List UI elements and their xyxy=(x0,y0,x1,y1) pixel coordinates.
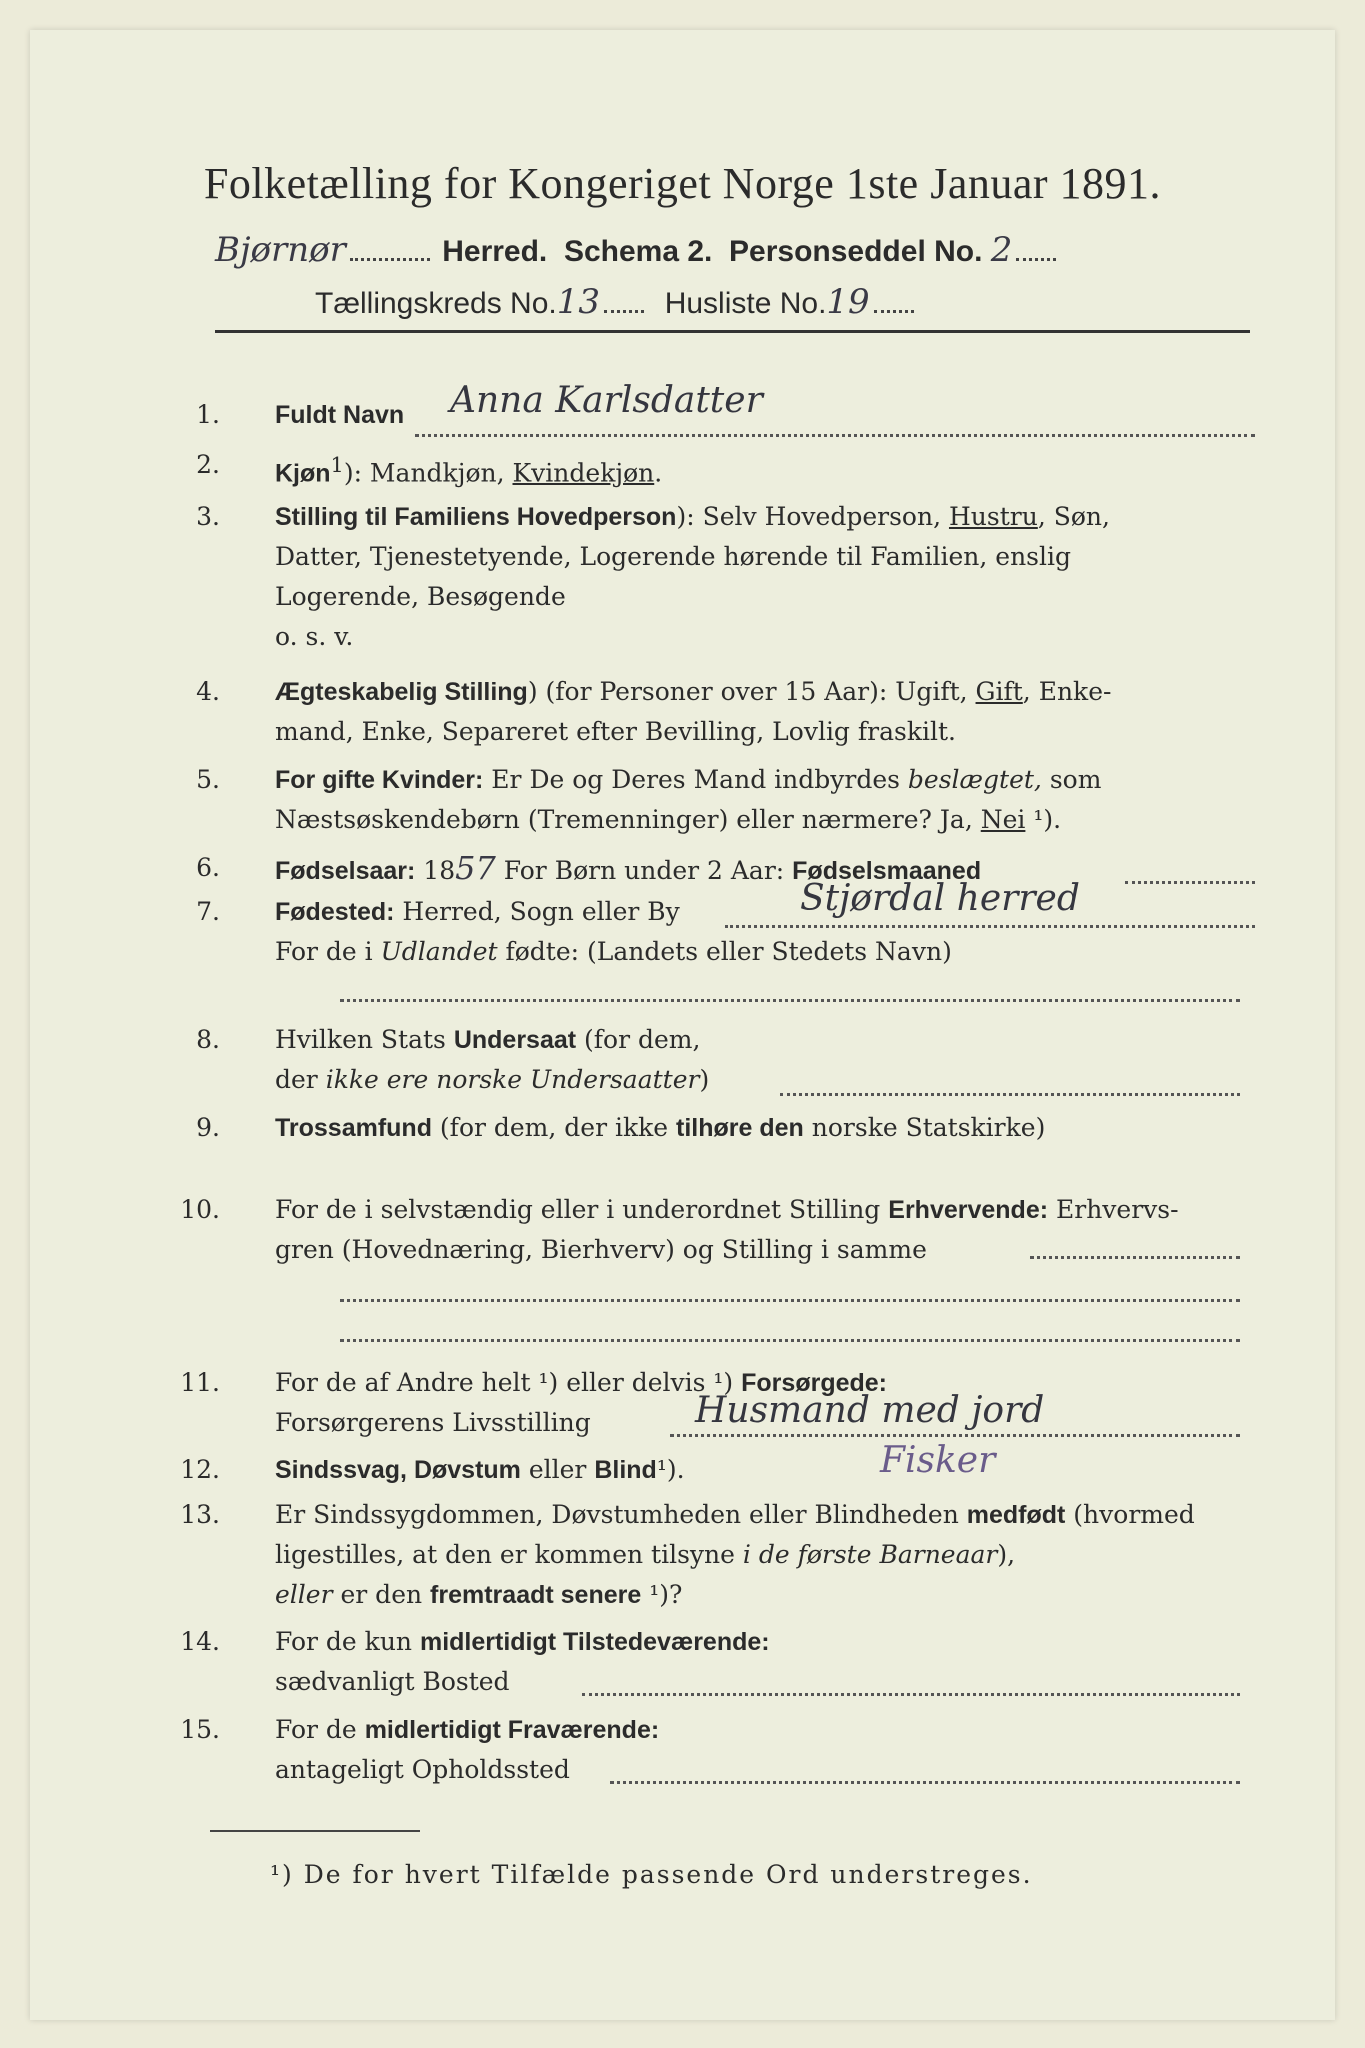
personseddel-number: 2 xyxy=(990,230,1013,270)
congenital-question: Er Sindssygdommen, Døvstumheden eller Blindheden xyxy=(275,1500,967,1529)
birthplace-question: Herred, Sogn eller By xyxy=(394,897,680,926)
herred-handwritten: Bjørnør xyxy=(215,230,346,270)
item-text xyxy=(275,1450,1255,1490)
item-number: 2. xyxy=(196,450,220,479)
item-text xyxy=(275,1495,1255,1615)
position-selected: Hustru xyxy=(948,502,1038,531)
temporary-present-prefix: For de kun xyxy=(275,1627,420,1656)
item-number: 1. xyxy=(196,400,220,429)
taellingskreds-label: Tællingskreds No. xyxy=(315,287,557,320)
non-norwegian-text: ikke ere norske Undersaatter xyxy=(325,1065,700,1094)
item-text xyxy=(275,1710,1255,1790)
herred-label: Herred. xyxy=(442,235,548,268)
usual-residence-label: sædvanligt Bosted xyxy=(275,1667,510,1696)
probable-residence-line xyxy=(610,1780,1240,1784)
married-women-tail: som xyxy=(1041,765,1102,794)
citizenship-tail: (for dem, xyxy=(576,1025,701,1054)
position-line-3: Logerende, Besøgende xyxy=(275,582,566,611)
citizenship-question: Hvilken Stats xyxy=(275,1025,454,1054)
related-word: beslægtet, xyxy=(907,765,1042,794)
abroad-prefix: For de i xyxy=(275,937,381,966)
item-number: 8. xyxy=(196,1025,220,1054)
position-options-2: , Søn, xyxy=(1037,502,1110,531)
childhood-tail: ), xyxy=(997,1540,1016,1569)
cousins-question: Næstsøskendebørn (Tremenninger) eller nærmere? Ja, xyxy=(275,805,981,834)
taellingskreds-number: 13 xyxy=(556,282,601,322)
married-women-question: Er De og Deres Mand indbyrdes xyxy=(483,765,908,794)
item-number: 7. xyxy=(196,897,220,926)
item-number: 4. xyxy=(196,677,220,706)
birth-year-label: Fødselsaar: xyxy=(275,857,416,885)
marital-selected: Gift xyxy=(975,677,1023,706)
religion-belong: tilhøre den xyxy=(676,1114,804,1142)
occupation-line-c xyxy=(340,1338,1240,1342)
sex-tail: . xyxy=(654,458,663,488)
item-text xyxy=(275,760,1255,840)
disability-value: Fisker xyxy=(880,1440,996,1481)
married-women-label: For gifte Kvinder: xyxy=(275,766,484,794)
temporary-absent-label: midlertidigt Fraværende: xyxy=(364,1716,660,1744)
census-form xyxy=(30,30,1335,2020)
full-name-value: Anna Karlsdatter xyxy=(450,380,763,421)
religion-tail: norske Statskirke) xyxy=(803,1113,1046,1142)
provider-label: Forsørgerens Livsstilling xyxy=(275,1408,591,1437)
footnote-rule xyxy=(210,1830,420,1832)
citizenship-line xyxy=(780,1092,1240,1096)
birthplace-line xyxy=(725,924,1255,928)
item-text xyxy=(275,848,1255,891)
marital-options-2: , Enke- xyxy=(1022,677,1112,706)
disability-label: Sindssvag, Døvstum xyxy=(275,1456,521,1484)
birth-year-value: 57 xyxy=(455,849,496,887)
item-number: 13. xyxy=(180,1500,220,1529)
item-number: 12. xyxy=(180,1455,220,1484)
header-line-2 xyxy=(315,282,918,322)
position-line-2: Datter, Tjenestetyende, Logerende hørende til Familien, enslig xyxy=(275,542,1072,571)
provider-value: Husmand med jord xyxy=(695,1390,1045,1431)
occupation-tail: Erhvervs- xyxy=(1048,1195,1179,1224)
later-tail: ¹)? xyxy=(641,1580,683,1609)
marital-options: ) (for Personer over 15 Aar): Ugift, xyxy=(527,677,976,706)
provider-line xyxy=(670,1433,1240,1437)
abroad-question: fødte: (Landets eller Stedets Navn) xyxy=(497,937,952,966)
congenital-label: medfødt xyxy=(966,1501,1066,1529)
occupation-label: Erhvervende: xyxy=(888,1196,1049,1224)
item-number: 5. xyxy=(196,765,220,794)
item-text xyxy=(275,892,1255,972)
footnote: ¹) De for hvert Tilfælde passende Ord understreges. xyxy=(270,1860,1033,1889)
religion-question: (for dem, der ikke xyxy=(431,1113,677,1142)
item-text xyxy=(275,395,1255,435)
husliste-number: 19 xyxy=(826,282,870,322)
congenital-tail: (hvormed xyxy=(1065,1500,1195,1529)
marital-label: Ægteskabelig Stilling xyxy=(275,678,528,706)
usual-residence-line xyxy=(582,1692,1240,1696)
schema-label: Schema 2. xyxy=(563,235,713,268)
position-label: Stilling til Familiens Hovedperson xyxy=(275,503,677,531)
full-name-label: Fuldt Navn xyxy=(275,401,405,429)
birthplace-label: Fødested: xyxy=(275,898,395,926)
related-answer: Nei xyxy=(980,805,1026,834)
probable-residence-label: antageligt Opholdssted xyxy=(275,1755,570,1784)
personseddel-label: Personseddel No. xyxy=(729,235,983,268)
birth-month-label: Fødselsmaaned xyxy=(792,857,982,885)
religion-label: Trossamfund xyxy=(275,1114,432,1142)
occupation-line-b xyxy=(340,1298,1240,1302)
childhood-prefix: ligestilles, at den er kommen tilsyne xyxy=(275,1540,743,1569)
form-title: Folketælling for Kongeriget Norge 1ste Januar 1891. xyxy=(203,159,1162,208)
non-norwegian-tail: ) xyxy=(699,1065,710,1094)
item-number: 15. xyxy=(180,1715,220,1744)
or-word: eller xyxy=(275,1580,333,1609)
sex-selected: Kvindekjøn xyxy=(512,458,655,488)
supported-question: For de af Andre helt ¹) eller delvis ¹) xyxy=(275,1368,742,1397)
husliste-label: Husliste No. xyxy=(664,287,827,320)
later-prefix: er den xyxy=(332,1580,431,1609)
position-line-4: o. s. v. xyxy=(275,622,354,651)
childhood-italic: i de første Barneaar xyxy=(742,1540,998,1569)
infant-question: For Børn under 2 Aar: xyxy=(495,856,793,885)
item-text xyxy=(275,1020,1255,1100)
birth-month-line xyxy=(1125,880,1255,884)
header-rule xyxy=(215,330,1250,333)
item-number: 3. xyxy=(196,502,220,531)
item-number: 10. xyxy=(180,1195,220,1224)
sex-label: Kjøn xyxy=(275,459,331,488)
abroad-word: Udlandet xyxy=(380,937,498,966)
citizenship-label: Undersaat xyxy=(453,1026,577,1054)
occupation-line-2: gren (Hovednæring, Bierhverv) og Stilling i samme xyxy=(275,1235,927,1264)
item-text xyxy=(275,1108,1255,1148)
birthplace-value: Stjørdal herred xyxy=(800,878,1080,919)
full-name-line xyxy=(415,433,1255,437)
disability-or: eller xyxy=(520,1455,595,1484)
occupation-question: For de i selvstændig eller i underordnet Stilling xyxy=(275,1195,889,1224)
item-number: 14. xyxy=(180,1627,220,1656)
cousins-tail: ¹). xyxy=(1025,805,1062,834)
temporary-present-label: midlertidigt Tilstedeværende: xyxy=(419,1628,770,1656)
supported-label: Forsørgede: xyxy=(741,1369,887,1397)
temporary-absent-prefix: For de xyxy=(275,1715,365,1744)
item-text: Kjøn$^1$): Mandkjøn, Kvindekjøn. xyxy=(275,453,663,488)
position-options: ): Selv Hovedperson, xyxy=(676,502,949,531)
item-text xyxy=(275,497,1255,657)
item-text xyxy=(275,1622,1255,1702)
item-text xyxy=(275,672,1255,752)
header-line-1 xyxy=(215,230,1060,270)
non-norwegian-prefix: der xyxy=(275,1065,326,1094)
later-label: fremtraadt senere xyxy=(430,1581,642,1609)
item-number: 9. xyxy=(196,1113,220,1142)
item-number: 6. xyxy=(196,853,220,882)
occupation-line-a xyxy=(1030,1255,1240,1259)
marital-line-2: mand, Enke, Separeret efter Bevilling, Lovlig fraskilt. xyxy=(275,717,956,746)
sex-options: ): Mandkjøn, xyxy=(343,458,513,488)
birth-year-prefix: 18 xyxy=(415,856,456,885)
abroad-line xyxy=(340,998,1240,1002)
disability-tail: ¹). xyxy=(656,1455,685,1484)
blind-label: Blind xyxy=(594,1456,657,1484)
item-number: 11. xyxy=(180,1368,220,1397)
